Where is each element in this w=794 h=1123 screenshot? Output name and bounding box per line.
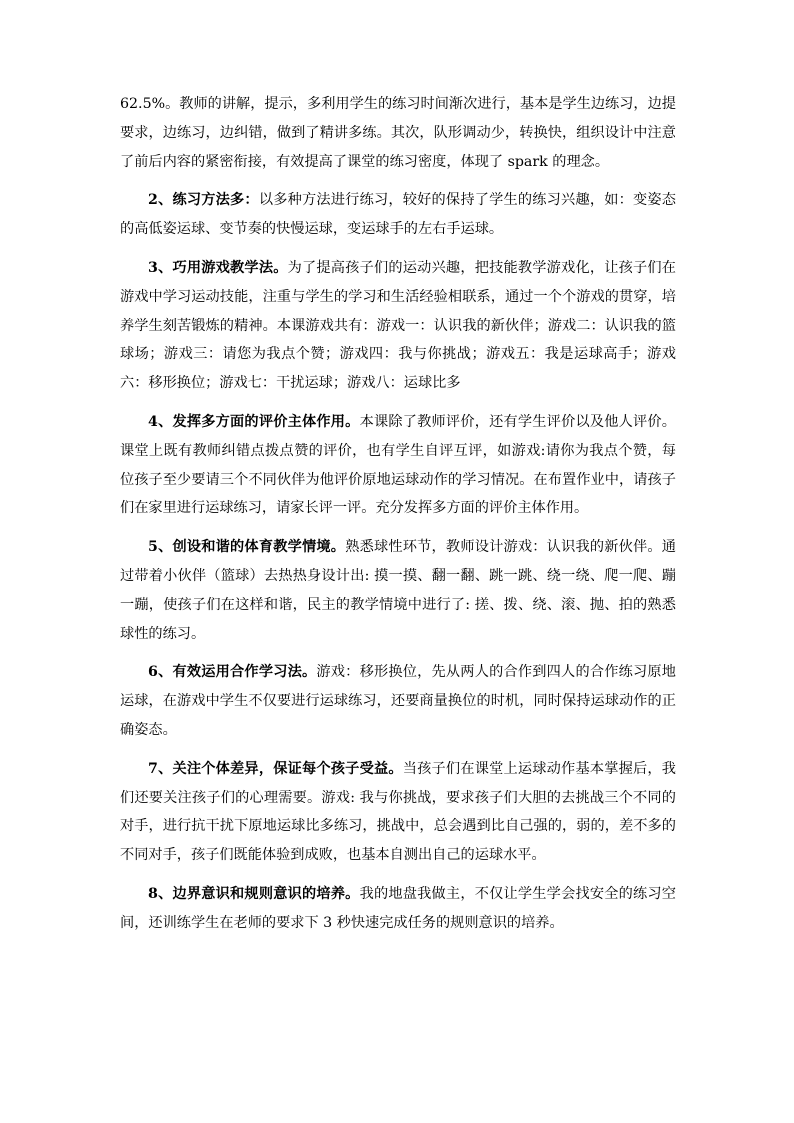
document-body — [120, 90, 676, 948]
paragraph-text: 以多种方法进行练习，较好的保持了学生的练习兴趣，如：变姿态的高低姿运球、变节奏的快慢运球，变运球手的左右手运球。 — [120, 192, 676, 238]
paragraph-3 — [120, 254, 676, 398]
paragraph-heading: 8、边界意识和规则意识的培养。 — [148, 885, 360, 902]
paragraph-6 — [120, 658, 676, 744]
paragraph-heading: 3、巧用游戏教学法。 — [148, 259, 288, 276]
paragraph-8 — [120, 880, 676, 938]
paragraph-text: 62.5%。教师的讲解，提示，多利用学生的练习时间渐次进行，基本是学生边练习，边提要求，边练习，边纠错，做到了精讲多练。其次，队形调动少，转换快，组织设计中注意了前后内容的紧密衔接，有效提高了课堂的练习密度，体现了 spark 的理念。 — [120, 96, 676, 170]
paragraph-heading: 2、练习方法多： — [148, 192, 259, 209]
paragraph-text: 为了提高孩子们的运动兴趣，把技能教学游戏化，让孩子们在游戏中学习运动技能，注重与学生的学习和生活经验相联系，通过一个个游戏的贯穿，培养学生刻苦锻炼的精神。本课游戏共有：游戏一：认识我的新伙伴；游戏二：认识我的篮球场；游戏三：请您为我点个赞；游戏四：我与你挑战；游戏五：我是运球高手；游戏六：移形换位；游戏七：干扰运球；游戏八：运球比多 — [120, 259, 676, 392]
paragraph-7 — [120, 755, 676, 870]
paragraph-text: 游戏：移形换位，先从两人的合作到四人的合作练习原地运球，在游戏中学生不仅要进行运球练习，还要商量换位的时机，同时保持运球动作的正确姿态。 — [120, 664, 676, 738]
paragraph-text: 熟悉球性环节，教师设计游戏：认识我的新伙伴。通过带着小伙伴（篮球）去热热身设计出: 摸一摸、翻一翻、跳一跳、绕一绕、爬一爬、蹦一蹦，使孩子们在这样和谐，民主的教学情境中进行了: 搓、拨、绕、滚、抛、拍的熟悉球性的练习。 — [120, 539, 676, 642]
paragraph-4 — [120, 408, 676, 523]
paragraph-1 — [120, 90, 676, 176]
paragraph-2 — [120, 186, 676, 244]
paragraph-heading: 6、有效运用合作学习法。 — [148, 664, 317, 681]
paragraph-text: 我的地盘我做主，不仅让学生学会找安全的练习空间，还训练学生在老师的要求下 3 秒快速完成任务的规则意识的培养。 — [120, 885, 676, 931]
paragraph-heading: 7、关注个体差异，保证每个孩子受益。 — [148, 760, 403, 777]
paragraph-5 — [120, 533, 676, 648]
paragraph-heading: 5、创设和谐的体育教学情境。 — [148, 539, 346, 556]
paragraph-heading: 4、发挥多方面的评价主体作用。 — [148, 413, 360, 430]
paragraph-text: 本课除了教师评价，还有学生评价以及他人评价。课堂上既有教师纠错点拨点赞的评价，也有学生自评互评，如游戏:请你为我点个赞，每位孩子至少要请三个不同伙伴为他评价原地运球动作的学习情况。在布置作业中，请孩子们在家里进行运球练习，请家长评一评。充分发挥多方面的评价主体作用。 — [120, 413, 676, 517]
paragraph-text: 当孩子们在课堂上运球动作基本掌握后，我们还要关注孩子们的心理需要。游戏: 我与你挑战，要求孩子们大胆的去挑战三个不同的对手，进行抗干扰下原地运球比多练习，挑战中，总会遇到比自己强的，弱的，差不多的不同对手，孩子们既能体验到成败，也基本自测出自己的运球水平。 — [120, 760, 676, 864]
